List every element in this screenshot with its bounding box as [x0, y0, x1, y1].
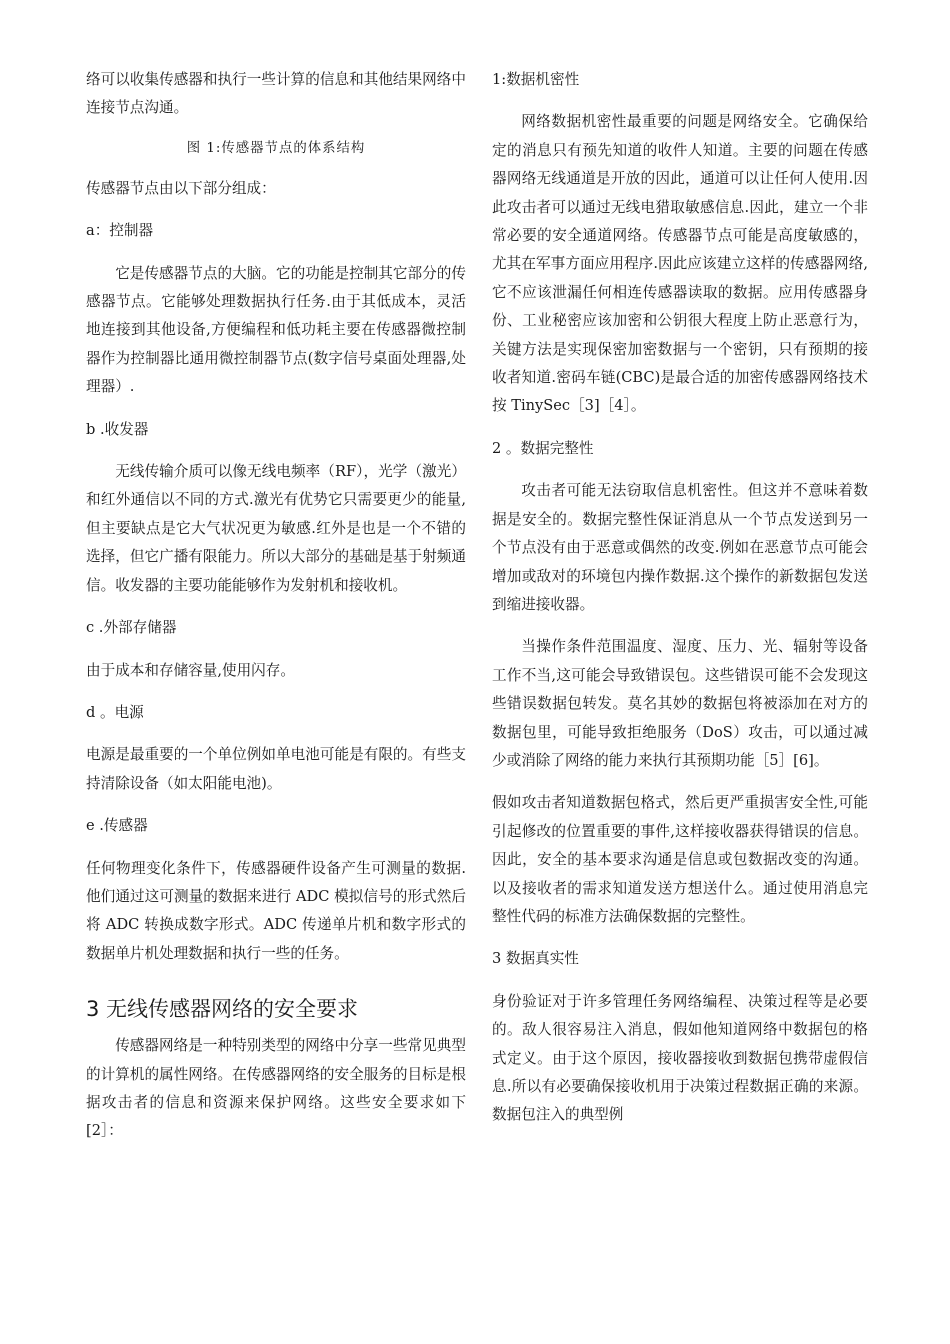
- paragraph-integrity-3: 假如攻击者知道数据包格式，然后更严重损害安全性,可能引起修改的位置重要的事件,这样接收器获得错误的信息。因此，安全的基本要求沟通是信息或包数据改变的沟通。以及接收者的需求知道发送方想送什么。通过使用消息完整性代码的标准方法确保数据的完整性。: [492, 794, 868, 925]
- paragraph-continuation: 络可以收集传感器和执行一些计算的信息和其他结果网络中连接节点沟通。: [86, 71, 466, 117]
- paragraph-transceiver: 无线传输介质可以像无线电频率（RF），光学（激光）和红外通信以不同的方式.激光有优势它只需要更少的能量,但主要缺点是它大气状况更为敏感.红外是也是一个不错的选择，但它广播有限能力。所以大部分的基础是基于射频通信。收发器的主要功能能够作为发射机和接收机。: [86, 463, 466, 594]
- paragraph-power: 电源是最重要的一个单位例如单电池可能是有限的。有些支持清除设备（如太阳能电池)。: [86, 746, 466, 792]
- item-title-transceiver: b .收发器: [86, 420, 149, 438]
- paragraph-integrity-2: 当操作条件范围温度、湿度、压力、光、辐射等设备工作不当,这可能会导致错误包。这些错误可能不会发现这些错误数据包转发。莫名其妙的数据包将被添加在对方的数据包里，可能导致拒绝服务（DoS）攻击，可以通过减少或消除了网络的能力来执行其预期功能［5］[6]。: [492, 638, 868, 769]
- paragraph-integrity-1: 攻击者可能无法窃取信息机密性。但这并不意味着数据是安全的。数据完整性保证消息从一个节点发送到另一个节点没有由于恶意或偶然的改变.例如在恶意节点可能会增加或敌对的环境包内操作数据.这个操作的新数据包发送到缩进接收器。: [492, 482, 868, 613]
- subsection-title-authenticity: 3 数据真实性: [492, 950, 579, 968]
- paragraph-authenticity: 身份验证对于许多管理任务网络编程、决策过程等是必要的。敌人很容易注入消息，假如他知道网络中数据包的格式定义。由于这个原因，接收器接收到数据包携带虚假信息.所以有必要确保接收机用于决策过程数据正确的来源。数据包注入的典型例: [492, 992, 868, 1124]
- paragraph-sensor: 任何物理变化条件下，传感器硬件设备产生可测量的数据.他们通过这可测量的数据来进行 ADC 模拟信号的形式然后将 ADC 转换成数字形式。ADC 传递单片机和数字形式的数据单片机处理数据和执行一些的任务。: [86, 859, 466, 962]
- paragraph-confidentiality: 网络数据机密性最重要的问题是网络安全。它确保给定的消息只有预先知道的收件人知道。主要的问题在传感器网络无线通道是开放的因此，通道可以让任何人使用.因此攻击者可以通过无线电猎取敏感信息.因此，建立一个非常必要的安全通道网络。传感器节点可能是高度敏感的，尤其在军事方面应用程序.因此应该建立这样的传感器网络,它不应该泄漏任何相连传感器读取的数据。应用传感器身份、工业秘密应该加密和公钥很大程度上防止恶意行为，关键方法是实现保密加密数据与一个密钥，只有预期的接收者知道.密码车链(CBC)是最合适的加密传感器网络技术按 TinySec［3]［4］。: [492, 113, 868, 415]
- subsection-title-confidentiality: 1:数据机密性: [492, 71, 580, 88]
- subsection-title-integrity: 2 。数据完整性: [492, 439, 594, 457]
- item-title-sensor: e .传感器: [86, 817, 148, 835]
- right-column: [492, 66, 868, 1130]
- item-title-power: d 。电源: [86, 703, 144, 721]
- item-title-memory: c .外部存储器: [86, 619, 177, 637]
- paragraph-memory: 由于成本和存储容量,使用闪存。: [86, 661, 295, 679]
- item-title-controller: a：控制器: [86, 222, 154, 240]
- paragraph-components-intro: 传感器节点由以下部分组成：: [86, 179, 276, 197]
- paragraph-security-intro: 传感器网络是一种特别类型的网络中分享一些常见典型的计算机的属性网络。在传感器网络的安全服务的目标是根据攻击者的信息和资源来保护网络。这些安全要求如下[2］：: [86, 1037, 466, 1140]
- figure-caption: 图 1:传感器节点的体系结构: [186, 140, 366, 156]
- left-column: [86, 66, 466, 1146]
- section-heading: 3 无线传感器网络的安全要求: [86, 997, 359, 1022]
- paragraph-controller: 它是传感器节点的大脑。它的功能是控制其它部分的传感器节点。它能够处理数据执行任务.由于其低成本，灵活地连接到其他设备,方便编程和低功耗主要在传感器微控制器作为控制器比通用微控制器节点(数字信号桌面处理器,处理器）.: [86, 264, 466, 396]
